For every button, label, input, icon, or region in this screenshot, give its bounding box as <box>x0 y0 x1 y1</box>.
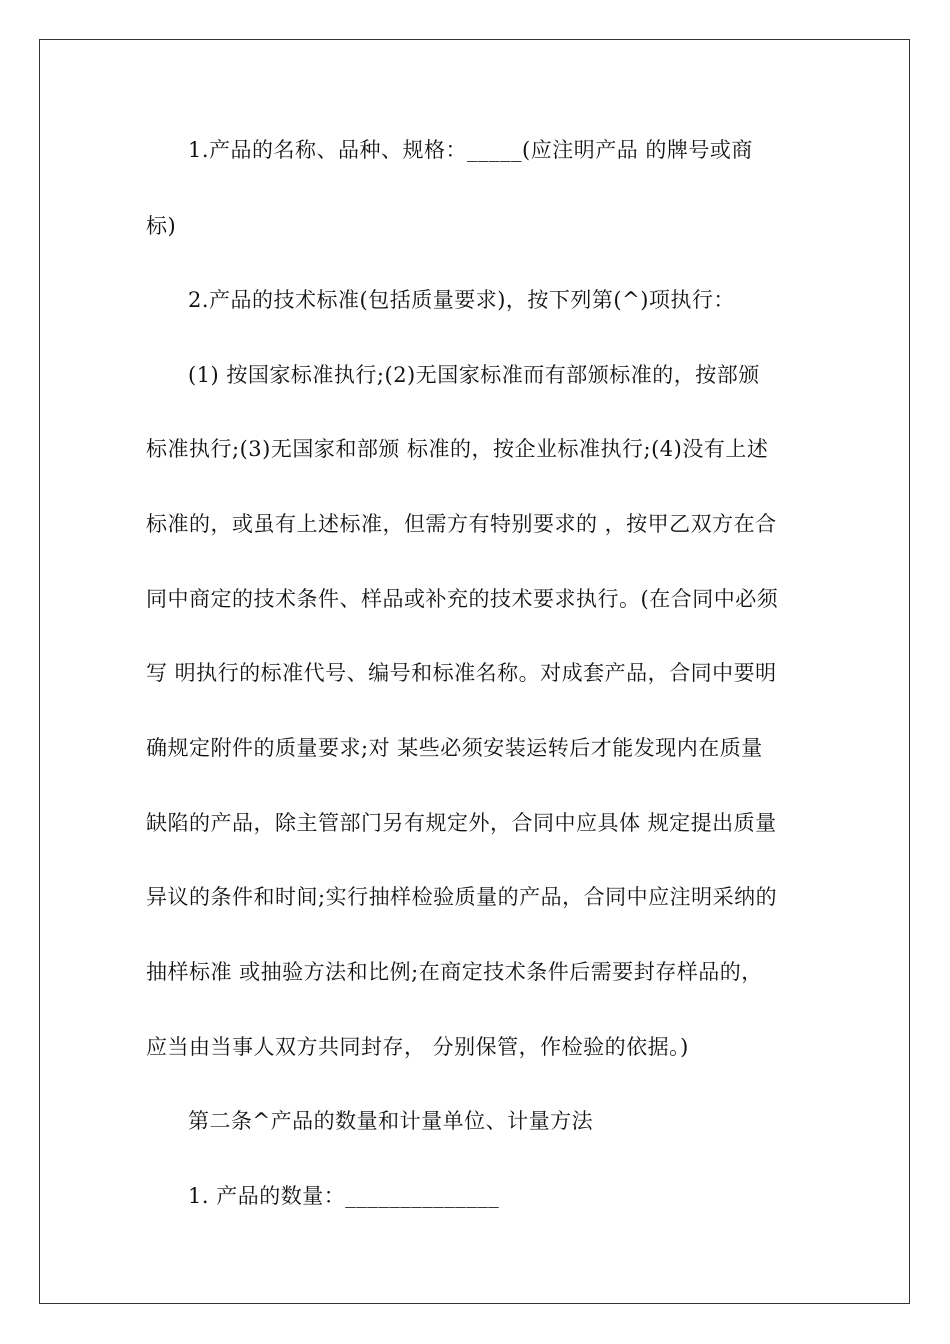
article-2-heading: 第二条^产品的数量和计量单位、计量方法 <box>188 1109 594 1133</box>
standards-paragraph-line: 抽样标准 或抽验方法和比例;在商定技术条件后需要封存样品的， <box>146 960 763 984</box>
standards-paragraph-line: 标准执行;(3)无国家和部颁 标准的，按企业标准执行;(4)没有上述 <box>146 437 769 461</box>
item-1-continued: 标) <box>146 214 177 238</box>
item-1-product-name: 1.产品的名称、品种、规格：_____(应注明产品 的牌号或商 <box>188 138 753 162</box>
standards-paragraph-line: 写 明执行的标准代号、编号和标准名称。对成套产品，合同中要明 <box>146 661 777 685</box>
standards-paragraph-line: (1) 按国家标准执行;(2)无国家标准而有部颁标准的，按部颁 <box>188 363 760 387</box>
item-2-tech-standard: 2.产品的技术标准(包括质量要求)，按下列第(^)项执行： <box>188 288 735 312</box>
standards-paragraph-line: 异议的条件和时间;实行抽样检验质量的产品，合同中应注明采纳的 <box>146 885 778 909</box>
standards-paragraph-line: 标准的，或虽有上述标准，但需方有特别要求的 ，按甲乙双方在合 <box>146 512 777 536</box>
standards-paragraph-line: 同中商定的技术条件、样品或补充的技术要求执行。(在合同中必须 <box>146 587 779 611</box>
standards-paragraph-line: 确规定附件的质量要求;对 某些必须安装运转后才能发现内在质量 <box>146 736 763 760</box>
standards-paragraph-line: 缺陷的产品，除主管部门另有规定外，合同中应具体 规定提出质量 <box>146 811 777 835</box>
item-1-product-quantity: 1. 产品的数量：______________ <box>188 1184 500 1208</box>
standards-paragraph-line: 应当由当事人双方共同封存， 分别保管，作检验的依据。) <box>146 1035 689 1059</box>
